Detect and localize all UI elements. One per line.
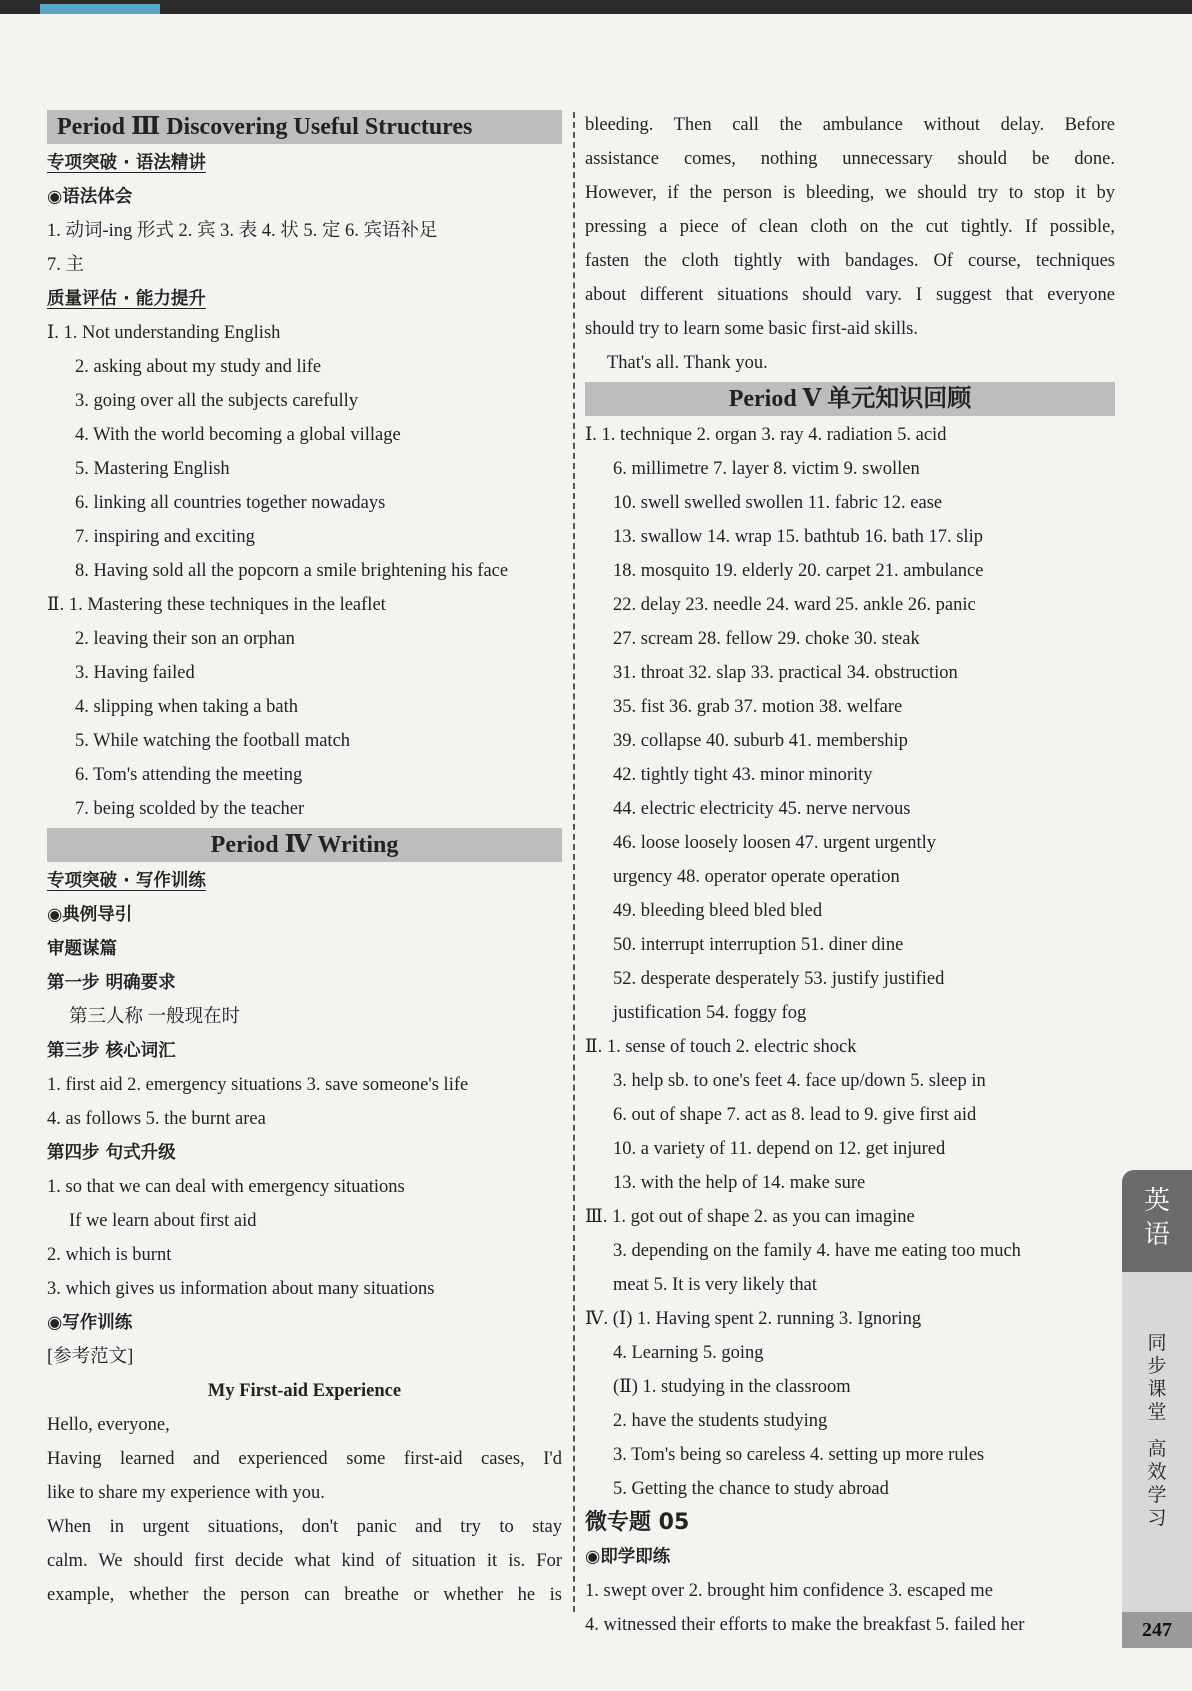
answer-line: 2. asking about my study and life <box>75 357 322 377</box>
answer-line: 8. Having sold all the popcorn a smile brightening his face <box>75 561 509 581</box>
answer-line: 3. Having failed <box>75 663 195 683</box>
answer-line: 46. loose loosely loosen 47. urgent urgently <box>613 833 937 853</box>
text-line: 4. witnessed their efforts to make the breakfast 5. failed her <box>585 1615 1025 1635</box>
text-line: Ⅳ. (Ⅰ) 1. Having spent 2. running 3. Ignoring <box>585 1309 922 1329</box>
essay-line: pressing a piece of clean cloth on the cut tightly. If possible, <box>585 217 1115 237</box>
section-header: Period Ⅳ Writing <box>47 828 562 862</box>
answer-line: 50. interrupt interruption 51. diner dine <box>613 935 904 955</box>
answer-line: 5. While watching the football match <box>75 731 351 751</box>
text-line: 4. as follows 5. the burnt area <box>47 1109 266 1129</box>
essay-line: bleeding. Then call the ambulance without delay. Before <box>585 115 1115 135</box>
answer-line: 2. have the students studying <box>613 1411 828 1431</box>
answer-line: 22. delay 23. needle 24. ward 25. ankle 26. panic <box>613 595 976 615</box>
answer-line: 52. desperate desperately 53. justify justified <box>613 969 945 989</box>
text-line: like to share my experience with you. <box>47 1483 325 1503</box>
subsection-label: 第四步 句式升级 <box>47 1143 176 1163</box>
answer-line: 39. collapse 40. suburb 41. membership <box>613 731 908 751</box>
answer-line: 7. being scolded by the teacher <box>75 799 305 819</box>
subsection-label: 第三步 核心词汇 <box>47 1041 176 1061</box>
essay-title: My First-aid Experience <box>207 1381 402 1401</box>
answer-line: 4. slipping when taking a bath <box>75 697 298 717</box>
answer-line: 35. fist 36. grab 37. motion 38. welfare <box>613 697 903 717</box>
text-line: 3. which gives us information about many situations <box>47 1279 435 1299</box>
answer-line: 18. mosquito 19. elderly 20. carpet 21. ambulance <box>613 561 984 581</box>
text-line: 7. 主 <box>47 255 85 275</box>
text-line: 1. 动词-ing 形式 2. 宾 3. 表 4. 状 5. 定 6. 宾语补足 <box>47 221 438 241</box>
text-line: 1. swept over 2. brought him confidence 3. escaped me <box>585 1581 993 1601</box>
top-color-bar <box>0 0 1192 14</box>
text-line: 1. so that we can deal with emergency situations <box>47 1177 405 1197</box>
answer-line: 4. With the world becoming a global village <box>75 425 401 445</box>
answer-line: 7. inspiring and exciting <box>75 527 255 547</box>
subject-tab-label: 英语 <box>1143 1186 1170 1250</box>
left-column <box>47 108 562 1612</box>
answer-line: 44. electric electricity 45. nerve nervous <box>613 799 911 819</box>
text-line: should try to learn some basic first-aid skills. <box>585 319 918 339</box>
text-line: 第三人称 一般现在时 <box>69 1007 241 1027</box>
section-header: Period Ⅴ 单元知识回顾 <box>585 382 1115 416</box>
subsection-label: ◉语法体会 <box>47 187 133 207</box>
series-label: 同步课堂 <box>1147 1332 1167 1423</box>
answer-line: 42. tightly tight 43. minor minority <box>613 765 873 785</box>
essay-line: example, whether the person can breathe or whether he is <box>47 1585 562 1605</box>
answer-line: 6. Tom's attending the meeting <box>75 765 303 785</box>
answer-line: 2. leaving their son an orphan <box>75 629 295 649</box>
column-divider <box>573 112 575 1612</box>
answer-line: 6. linking all countries together nowadays <box>75 493 386 513</box>
text-line: Ⅲ. 1. got out of shape 2. as you can imagine <box>585 1207 915 1227</box>
answer-line: 27. scream 28. fellow 29. choke 30. steak <box>613 629 920 649</box>
answer-line: 6. millimetre 7. layer 8. victim 9. swollen <box>613 459 920 479</box>
text-line: Ⅱ. 1. sense of touch 2. electric shock <box>585 1037 857 1057</box>
answer-line: 3. depending on the family 4. have me eating too much <box>613 1241 1021 1261</box>
answer-line: 13. with the help of 14. make sure <box>613 1173 866 1193</box>
section-header: Period Ⅲ Discovering Useful Structures <box>47 110 562 144</box>
subsection-title: 质量评估 · 能力提升 <box>47 289 206 309</box>
text-line: Ⅱ. 1. Mastering these techniques in the leaflet <box>47 595 386 615</box>
topic-title: 微专题 05 <box>585 1510 690 1535</box>
text-line: Ⅰ. 1. Not understanding English <box>47 323 281 343</box>
answer-line: 31. throat 32. slap 33. practical 34. obstruction <box>613 663 958 683</box>
answer-line: 4. Learning 5. going <box>613 1343 764 1363</box>
text-line: That's all. Thank you. <box>607 353 768 373</box>
series-tab <box>1122 1272 1192 1612</box>
answer-line: 49. bleeding bleed bled bled <box>613 901 823 921</box>
answer-line: justification 54. foggy fog <box>613 1003 807 1023</box>
series-label-2: 高效学习 <box>1147 1438 1167 1529</box>
essay-line: assistance comes, nothing unnecessary should be done. <box>585 149 1115 169</box>
answer-line: urgency 48. operator operate operation <box>613 867 900 887</box>
subsection-label: 第一步 明确要求 <box>47 973 176 993</box>
text-line: 2. which is burnt <box>47 1245 172 1265</box>
answer-line: 3. help sb. to one's feet 4. face up/down 5. sleep in <box>613 1071 986 1091</box>
subsection-title: 专项突破 · 语法精讲 <box>47 153 206 173</box>
essay-line: When in urgent situations, don't panic and try to stay <box>47 1517 562 1537</box>
text-line: Hello, everyone, <box>47 1415 170 1435</box>
essay-line: fasten the cloth tightly with bandages. Of course, techniques <box>585 251 1115 271</box>
answer-line: 5. Mastering English <box>75 459 230 479</box>
subsection-label: ◉即学即练 <box>585 1547 671 1567</box>
page-number: 247 <box>1122 1612 1192 1648</box>
essay-line: about different situations should vary. I suggest that everyone <box>585 285 1115 305</box>
text-line: If we learn about first aid <box>69 1211 257 1231</box>
subsection-label: ◉典例导引 <box>47 905 133 925</box>
right-column <box>585 108 1115 1642</box>
answer-line: 13. swallow 14. wrap 15. bathtub 16. bath 17. slip <box>613 527 983 547</box>
top-accent-stripe <box>40 4 160 14</box>
subsection-title: 专项突破 · 写作训练 <box>47 871 206 891</box>
answer-line: 10. swell swelled swollen 11. fabric 12. ease <box>613 493 943 513</box>
answer-line: 5. Getting the chance to study abroad <box>613 1479 889 1499</box>
text-line: [参考范文] <box>47 1347 134 1367</box>
answer-line: 10. a variety of 11. depend on 12. get injured <box>613 1139 946 1159</box>
essay-line: calm. We should first decide what kind of situation it is. For <box>47 1551 562 1571</box>
answer-line: 3. going over all the subjects carefully <box>75 391 359 411</box>
essay-line: Having learned and experienced some first-aid cases, I'd <box>47 1449 562 1469</box>
answer-line: 6. out of shape 7. act as 8. lead to 9. give first aid <box>613 1105 977 1125</box>
text-line: 1. first aid 2. emergency situations 3. save someone's life <box>47 1075 469 1095</box>
answer-line: 3. Tom's being so careless 4. setting up more rules <box>613 1445 985 1465</box>
text-line: Ⅰ. 1. technique 2. organ 3. ray 4. radiation 5. acid <box>585 425 947 445</box>
essay-line: However, if the person is bleeding, we should try to stop it by <box>585 183 1115 203</box>
answer-line: meat 5. It is very likely that <box>613 1275 817 1295</box>
subject-tab <box>1122 1170 1192 1272</box>
answer-line: (Ⅱ) 1. studying in the classroom <box>613 1377 851 1397</box>
subsection-label: ◉写作训练 <box>47 1313 133 1333</box>
subsection-label: 审题谋篇 <box>47 939 117 959</box>
